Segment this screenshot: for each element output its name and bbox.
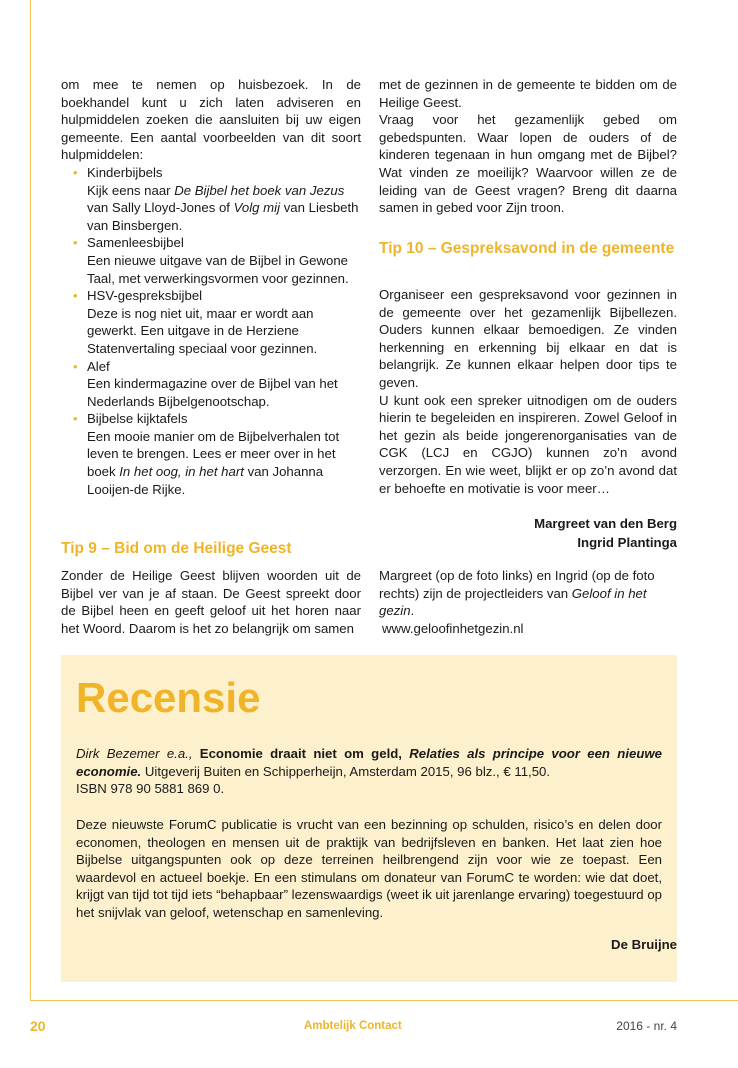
list-item [73, 358, 361, 411]
left-column [61, 76, 361, 498]
list-item [73, 287, 361, 357]
authors-signature [534, 514, 677, 552]
review-body: Deze nieuwste ForumC publicatie is vrucht van een bezinning op schulden, risico’s en delen door economen, theologen en mensen uit de praktijk van bedrijfsleven en banken. Het laat zien hoe Bijbelse uitgangspunten ook op deze terreinen heilbrengend zijn voor wie ze toepast. Een waardevol en actueel boekje. En een stimulans om donateur van ForumC te worden: wie dat doet, krijgt van tijd tot tijd iets “behapbaar” lezenswaardigs (weet ik uit jarenlange ervaring) toegestuurd op het snijvlak van geloof, wetenschap en samenleving. [76, 817, 662, 920]
tip10-paragraph-1: Organiseer een gespreksavond voor gezinnen in de gemeente over het gezamenlijk Bijbellezen. Ouders kunnen elkaar bemoedigen. Ze vinden herkenning en erkenning bij elkaar en dat is belangrijk. Ze kunnen elkaar helpen door tips te geven. [379, 287, 677, 390]
list-item-title: HSV-gespreksbijbel [87, 288, 203, 304]
list-item-description: Een kindermagazine over de Bijbel van het Nederlands Bijbelgenootschap. [87, 376, 338, 409]
list-item-title: Alef [87, 358, 110, 374]
tip10-paragraph-2: U kunt ook een spreker uitnodigen om de ouders hierin te begeleiden en inspireren. Zowel Geloof in het gezin als beide jongerenorganisaties van de CGK (LCJ en CGJO) kunnen zo’n avond verzorgen. En wie weet, blijkt er op zo’n avond dat er behoefte en motivatie is voor meer… [379, 392, 677, 496]
tip9-heading: Tip 9 – Bid om de Heilige Geest [61, 540, 292, 557]
review-body-wrap [76, 816, 662, 922]
list-item-title: Bijbelse kijktafels [87, 411, 188, 427]
tip10-column [379, 286, 677, 497]
list-item-title: Kinderbijbels [87, 164, 163, 180]
review-citation: Dirk Bezemer e.a., Economie draait niet om geld, Relaties als principe voor een nieuwe economie. Uitgeverij Buiten en Schipperheijn, Amsterdam 2015, 96 blz., € 11,50. [76, 746, 662, 779]
bullet-icon: • [73, 235, 78, 251]
resource-list [61, 164, 361, 498]
bullet-icon: • [73, 288, 78, 304]
photo-caption [379, 567, 677, 637]
review-isbn: ISBN 978 90 5881 869 0. [76, 781, 225, 797]
margin-rule-horizontal [30, 1000, 738, 1001]
issue-label: 2016 - nr. 4 [616, 1019, 677, 1033]
page-number: 20 [30, 1018, 46, 1034]
website-link[interactable]: www.geloofinhetgezin.nl [382, 620, 524, 636]
tip9-column [61, 567, 361, 637]
list-item [73, 234, 361, 287]
list-item-description: Kijk eens naar De Bijbel het boek van Jezus van Sally Lloyd-Jones of Volg mij van Liesbeth van Binsbergen. [87, 182, 359, 233]
author-name: Ingrid Plantinga [577, 535, 677, 550]
bullet-icon: • [73, 358, 78, 374]
margin-rule-vertical [30, 0, 31, 1000]
magazine-name: Ambtelijk Contact [304, 1020, 402, 1032]
list-item [73, 164, 361, 234]
review-signature: De Bruijne [611, 937, 677, 952]
tip10-heading: Tip 10 – Gespreksavond in de gemeente [379, 240, 675, 257]
tip9-body: Zonder de Heilige Geest blijven woorden uit de Bijbel ver van je af staan. De Geest spreekt door de Bijbel heen en geeft geloof uit het horen naar het Woord. Daarom is het zo belangrijk om samen [61, 568, 361, 636]
intro-paragraph: om mee te nemen op huisbezoek. In de boekhandel kunt u zich laten adviseren en hulpmiddelen zoeken die aansluiten bij uw eigen gemeente. Een aantal voorbeelden van dit soort hulpmiddelen: [61, 77, 361, 163]
caption-text: Margreet (op de foto links) en Ingrid (op de foto rechts) zijn de projectleiders van Geloof in het gezin. [379, 568, 655, 619]
list-item-description: Een mooie manier om de Bijbelverhalen tot leven te brengen. Lees er meer over in het boek In het oog, in het hart van Johanna Looijen-de Rijke. [87, 428, 340, 497]
bullet-icon: • [73, 411, 78, 427]
bullet-icon: • [73, 164, 78, 180]
right-column [379, 76, 677, 217]
list-item-description: Deze is nog niet uit, maar er wordt aan gewerkt. Een uitgave in de Herziene Statenvertaling speciaal voor gezinnen. [87, 305, 318, 356]
author-name: Margreet van den Berg [534, 516, 677, 531]
review-title: Recensie [76, 674, 261, 721]
list-item-description: Een nieuwe uitgave van de Bijbel in Gewone Taal, met verwerkingsvormen voor gezinnen. [87, 252, 349, 286]
tip9-continuation: met de gezinnen in de gemeente te bidden om de Heilige Geest. [379, 77, 677, 110]
review-book-info [76, 745, 662, 798]
list-item-title: Samenleesbijbel [87, 235, 184, 251]
prayer-paragraph: Vraag voor het gezamenlijk gebed om gebedspunten. Waar lopen de ouders of de kinderen tegenaan in hun omgang met de Bijbel? Wat vinden ze moeilijk? Waarvoor willen ze de leiding van de Geest vragen? Breng dit daarna samen in gebed voor Zijn troon. [379, 112, 677, 216]
list-item [73, 410, 361, 498]
